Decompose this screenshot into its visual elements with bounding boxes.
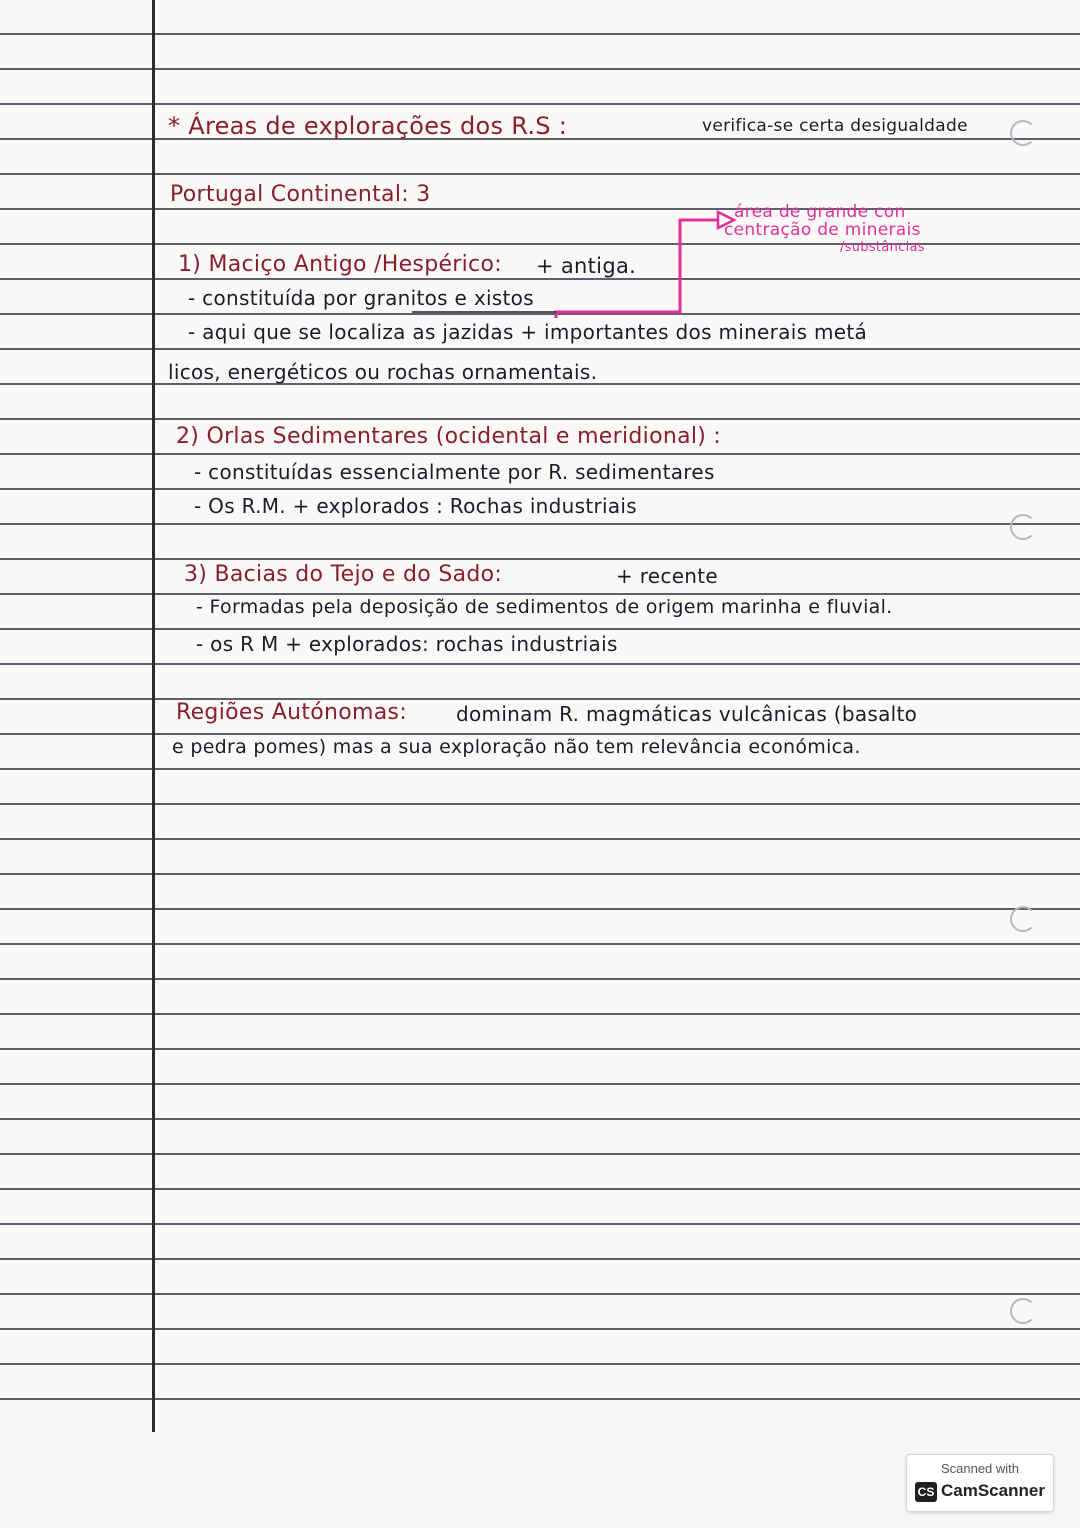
callout-line: área de grande con: [734, 202, 906, 222]
section1-line: - constituída por granitos e xistos: [188, 286, 534, 310]
section3-heading: 3) Bacias do Tejo e do Sado:: [184, 562, 503, 587]
section2-heading: 2) Orlas Sedimentares (ocidental e meridional) :: [176, 424, 722, 449]
section1-heading-tail: + antiga.: [536, 254, 637, 278]
callout-line: centração de minerais: [724, 220, 921, 240]
section3-line: - os R M + explorados: rochas industriais: [196, 632, 618, 656]
camscanner-logo-icon: CS: [915, 1482, 937, 1502]
section2-line: - Os R.M. + explorados : Rochas industriais: [194, 494, 637, 518]
section1-line: - aqui que se localiza as jazidas + importantes dos minerais metá: [188, 320, 868, 344]
scanner-watermark: [906, 1454, 1054, 1512]
note-title: * Áreas de explorações dos R.S :: [168, 112, 568, 140]
section1-line: licos, energéticos ou rochas ornamentais.: [168, 360, 598, 384]
section3-line: - Formadas pela deposição de sedimentos de origem marinha e fluvial.: [196, 596, 893, 618]
note-title-aside: verifica-se certa desigualdade: [702, 116, 968, 136]
section1-heading: 1) Maciço Antigo /Hespérico:: [178, 252, 502, 277]
callout-line: /substâncias: [840, 240, 925, 255]
note-subtitle: Portugal Continental: 3: [170, 182, 431, 207]
scanner-top-text: Scanned with: [940, 1461, 1020, 1476]
scanner-brand: CamScanner: [941, 1481, 1045, 1500]
section3-heading-tail: + recente: [616, 564, 719, 588]
section2-line: - constituídas essencialmente por R. sedimentares: [194, 460, 715, 484]
regions-line: e pedra pomes) mas a sua exploração não tem relevância económica.: [172, 736, 861, 758]
regions-heading: Regiões Autónomas:: [176, 700, 408, 725]
regions-line: dominam R. magmáticas vulcânicas (basalto: [456, 702, 918, 726]
